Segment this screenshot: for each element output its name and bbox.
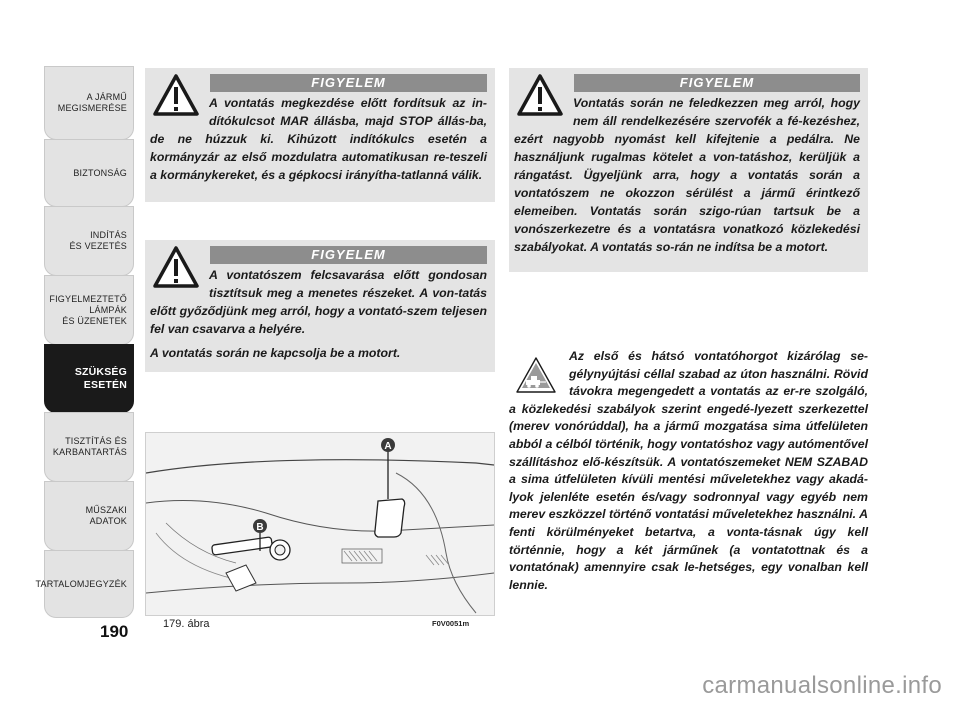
figure-code: F0V0051m xyxy=(432,619,470,628)
side-tab-index[interactable] xyxy=(35,550,134,618)
side-tab-starting[interactable] xyxy=(44,206,134,276)
side-tab-label: INDÍTÁS ÉS VEZETÉS xyxy=(69,230,127,251)
side-tab-label: FIGYELMEZTETŐ LÁMPÁK ÉS ÜZENETEK xyxy=(49,293,127,326)
side-tab-label: TISZTÍTÁS ÉS KARBANTARTÁS xyxy=(52,436,127,457)
warning-box-ignition xyxy=(145,68,495,202)
warning-text: A vontatás megkezdése előtt fordítsuk az in-dítókulcsot MAR állásba, majd STOP állás-ba, de ne húzzuk ki. Kihúzott indítókulcs esetén a kormányzár az első mozdulatra automatikusan re-teszeli a kormánykereket, és a gépkocsi irányítha-tatlanná válik. xyxy=(150,96,487,182)
side-tab-label: TARTALOMJEGYZÉK xyxy=(35,578,127,589)
side-tab-vehicle[interactable] xyxy=(44,66,134,140)
towing-note xyxy=(509,348,868,594)
warning-header: FIGYELEM xyxy=(574,74,860,92)
side-tab-technical-data[interactable] xyxy=(44,481,134,551)
side-tab-label: SZÜKSÉG ESETÉN xyxy=(74,365,127,391)
warning-box-towing-eye xyxy=(145,240,495,372)
page-number: 190 xyxy=(100,622,129,641)
warning-triangle-icon xyxy=(153,246,199,288)
warning-text: Vontatás során ne feledkezzen meg arról, hogy nem áll rendelkezésére szervofék a fé-kezéshez, ezért nagyobb nyomást kell kifejtenie a pedálra. Ne használjunk rugalmas kötelet a von-tatáshoz, kerüljük a rángatást. Ügyeljünk arra, hogy a vontatás során a vontatószem ne okozzon sérülést a jármű érintkező elemeiben. Vontatás során szigo-rúan tartsuk be a vonószerkezetre és a vontatásra vonatkozó közlekedési szabályokat. A vontatás so-rán ne indítsa be a motort. xyxy=(514,96,860,254)
tow-truck-warning-icon xyxy=(515,356,557,394)
callout-b: B xyxy=(256,522,264,533)
tow-hook-illustration xyxy=(146,433,494,615)
side-tab-label: BIZTONSÁG xyxy=(73,167,127,178)
figure-caption: 179. ábra xyxy=(163,618,210,630)
side-tab-label: A JÁRMŰ MEGISMERÉSE xyxy=(57,92,127,113)
callout-a: A xyxy=(384,441,392,452)
note-text: Az első és hátsó vontatóhorgot kizárólag se-gélynyújtási céllal szabad az úton használni. Rövid távokra megengedett a vontatás az er-re szolgáló, a közlekedési szabályok szerint engedé-lyezett szerkezettel (merev vonórúddal), ha a jármű mozgatása sima útfelületen abból a célból történik, hogy vontatóshoz vagy autómentővel szállításhoz elő-készítsük. A vontatószemeket NEM SZABAD a sima útfelületen kívüli mentési műveletekhez vagy akadá-lyok jelenléte esetén és/vagy sodronnyal vagy egyéb nem merev eszközzel történő vontatási műveletekhez használni. A fenti körülményeket betartva, a vonta-tásnak úgy kell történnie, hogy a két járműnek (a vontatottnak és a vontatónak) amennyire csak le-hetséges, egy vonalban kell lennie. xyxy=(509,349,868,592)
warning-header: FIGYELEM xyxy=(210,74,487,92)
warning-header: FIGYELEM xyxy=(210,246,487,264)
side-tab-label: MŰSZAKI ADATOK xyxy=(85,505,127,526)
warning-triangle-icon xyxy=(517,74,563,116)
warning-box-brake-assist xyxy=(509,68,868,272)
figure-tow-hook xyxy=(145,432,495,616)
warning-triangle-icon xyxy=(153,74,199,116)
side-tab-maintenance[interactable] xyxy=(44,412,134,482)
side-tab-emergency[interactable] xyxy=(44,344,134,413)
watermark: carmanualsonline.info xyxy=(702,672,942,699)
warning-text: A vontatás során ne kapcsolja be a motort. xyxy=(150,346,401,360)
side-tab-warning-lights[interactable] xyxy=(44,275,134,345)
warning-text: A vontatószem felcsavarása előtt gondosan tisztítsuk meg a menetes részeket. A von-tatás előtt győződjünk meg arról, hogy a vontató-szem teljesen fel van csavarva a helyére. xyxy=(150,268,487,336)
side-tab-safety[interactable] xyxy=(44,139,134,207)
